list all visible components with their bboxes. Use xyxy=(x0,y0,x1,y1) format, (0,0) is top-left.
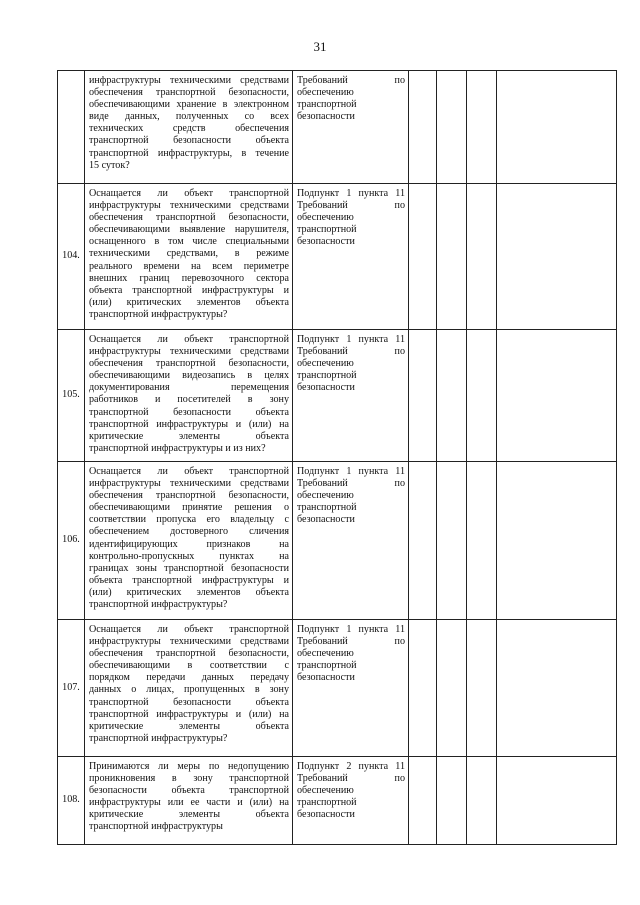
empty-cell xyxy=(409,71,437,184)
question-line: инфраструктуры или ее части и (или) на xyxy=(89,797,289,809)
empty-cell xyxy=(409,620,437,757)
question-line: критические элементы объекта xyxy=(89,430,289,442)
empty-cell xyxy=(437,462,467,620)
reference-line: безопасности xyxy=(297,672,355,684)
question-line: 15 суток? xyxy=(89,159,130,171)
question-cell xyxy=(85,620,293,757)
reference-title: Требований xyxy=(297,75,348,86)
question-line: реального времени на всем периметре xyxy=(89,260,289,272)
empty-cell xyxy=(409,757,437,845)
question-line: Принимаются ли меры по недопущению xyxy=(89,761,289,772)
reference-clause: Подпункт 1 пункта 11 xyxy=(297,334,405,345)
question-line: транспортной инфраструктуры и (или) на xyxy=(89,418,289,430)
empty-cell xyxy=(409,184,437,330)
question-line: обеспечивающими выявление нарушителя, xyxy=(89,224,289,236)
question-line: Оснащается ли объект транспортной xyxy=(89,624,289,635)
empty-cell xyxy=(467,462,497,620)
question-line: документирования перемещения xyxy=(89,382,289,394)
empty-cell xyxy=(409,330,437,462)
question-line: Оснащается ли объект транспортной xyxy=(89,466,289,477)
reference-line: безопасности xyxy=(297,809,355,821)
question-line: идентифицирующих признаков на xyxy=(89,538,289,550)
question-cell xyxy=(85,71,293,184)
reference-clause: Подпункт 1 пункта 11 xyxy=(297,466,405,477)
reference-title-line xyxy=(297,636,405,648)
empty-cell xyxy=(467,620,497,757)
reference-line: транспортной xyxy=(297,99,357,111)
reference-clause: Подпункт 2 пункта 11 xyxy=(297,761,405,772)
question-line: Оснащается ли объект транспортной xyxy=(89,334,289,345)
row-number: 107. xyxy=(58,620,85,757)
question-line: критические элементы объекта xyxy=(89,720,289,732)
reference-po: по xyxy=(394,773,405,785)
question-line: инфраструктуры техническими средствами xyxy=(89,636,289,648)
question-line: оснащенного в том числе специальными xyxy=(89,236,289,248)
table-row xyxy=(58,71,617,184)
reference-title: Требований xyxy=(297,200,348,212)
question-line: обеспечением достоверного сличения xyxy=(89,526,289,538)
question-line: инфраструктуры техническими средствами xyxy=(89,346,289,358)
reference-line: транспортной xyxy=(297,797,357,809)
question-line: обеспечения транспортной безопасности, xyxy=(89,648,289,660)
reference-title-line xyxy=(297,346,405,358)
question-line: техническими средствами, в режиме xyxy=(89,248,289,260)
reference-po: по xyxy=(394,75,405,86)
reference-line: безопасности xyxy=(297,514,355,526)
reference-line: безопасности xyxy=(297,382,355,394)
question-line: объекта транспортной инфраструктуры и xyxy=(89,574,289,586)
reference-cell xyxy=(293,757,409,845)
reference-clause: Подпункт 1 пункта 11 xyxy=(297,624,405,635)
reference-line: транспортной xyxy=(297,224,357,236)
question-line: границах зоны транспортной безопасности xyxy=(89,562,289,574)
question-line: инфраструктуры техническими средствами xyxy=(89,75,289,86)
reference-line: безопасности xyxy=(297,236,355,248)
reference-title-line xyxy=(297,478,405,490)
question-line: данных о лицах, пропущенных в зону xyxy=(89,684,289,696)
question-line: (или) критических элементов объекта xyxy=(89,296,289,308)
checklist-table xyxy=(57,70,617,845)
reference-po: по xyxy=(394,478,405,490)
question-cell xyxy=(85,330,293,462)
empty-cell xyxy=(409,462,437,620)
reference-line: безопасности xyxy=(297,111,355,123)
question-line: внешних границ перевозочного сектора xyxy=(89,272,289,284)
question-line: порядком передачи данных передачу xyxy=(89,672,289,684)
empty-cell xyxy=(467,71,497,184)
empty-cell xyxy=(497,462,617,620)
reference-title: Требований xyxy=(297,478,348,490)
reference-title-line xyxy=(297,773,405,785)
question-line: объекта транспортной инфраструктуры и xyxy=(89,284,289,296)
empty-cell xyxy=(437,330,467,462)
reference-cell xyxy=(293,71,409,184)
question-line: (или) критических элементов объекта xyxy=(89,586,289,598)
question-line: Оснащается ли объект транспортной xyxy=(89,188,289,199)
table-row xyxy=(58,620,617,757)
question-line: транспортной безопасности объекта xyxy=(89,696,289,708)
question-line: транспортной инфраструктуры xyxy=(89,821,223,833)
question-line: обеспечения транспортной безопасности, xyxy=(89,358,289,370)
reference-title: Требований xyxy=(297,773,348,785)
question-line: контрольно-пропускных пунктах на xyxy=(89,550,289,562)
reference-line: обеспечению xyxy=(297,358,354,370)
question-line: транспортной инфраструктуры? xyxy=(89,732,228,744)
reference-line: обеспечению xyxy=(297,490,354,502)
question-line: транспортной безопасности объекта xyxy=(89,406,289,418)
reference-line: транспортной xyxy=(297,370,357,382)
empty-cell xyxy=(467,330,497,462)
question-line: инфраструктуры техническими средствами xyxy=(89,200,289,212)
table-row xyxy=(58,462,617,620)
question-line: обеспечивающими в соответствии с xyxy=(89,660,289,672)
empty-cell xyxy=(497,184,617,330)
question-line: обеспечения транспортной безопасности, xyxy=(89,490,289,502)
empty-cell xyxy=(467,757,497,845)
empty-cell xyxy=(437,71,467,184)
reference-cell xyxy=(293,184,409,330)
reference-cell xyxy=(293,330,409,462)
question-line: транспортной инфраструктуры, в течение xyxy=(89,147,289,159)
reference-line: обеспечению xyxy=(297,785,354,797)
question-cell xyxy=(85,757,293,845)
row-number: 106. xyxy=(58,462,85,620)
empty-cell xyxy=(437,620,467,757)
reference-clause: Подпункт 1 пункта 11 xyxy=(297,188,405,199)
reference-title: Требований xyxy=(297,346,348,358)
reference-cell xyxy=(293,620,409,757)
reference-po: по xyxy=(394,636,405,648)
question-line: технических средств обеспечения xyxy=(89,123,289,135)
table-row xyxy=(58,330,617,462)
question-line: критические элементы объекта xyxy=(89,809,289,821)
question-line: обеспечивающими видеозапись в целях xyxy=(89,370,289,382)
question-line: транспортной инфраструктуры? xyxy=(89,308,228,320)
row-number: 105. xyxy=(58,330,85,462)
table-row xyxy=(58,184,617,330)
empty-cell xyxy=(467,184,497,330)
question-line: транспортной инфраструктуры и из них? xyxy=(89,442,266,454)
reference-po: по xyxy=(394,346,405,358)
page-number: 31 xyxy=(313,39,327,54)
reference-line: обеспечению xyxy=(297,648,354,660)
reference-line: транспортной xyxy=(297,502,357,514)
reference-title-line xyxy=(297,200,405,212)
question-cell xyxy=(85,462,293,620)
row-number: 108. xyxy=(58,757,85,845)
reference-title-line xyxy=(297,75,405,87)
reference-line: транспортной xyxy=(297,660,357,672)
empty-cell xyxy=(437,757,467,845)
reference-line: обеспечению xyxy=(297,212,354,224)
empty-cell xyxy=(437,184,467,330)
reference-title: Требований xyxy=(297,636,348,648)
row-number: 104. xyxy=(58,184,85,330)
question-line: обеспечивающими хранение в электронном xyxy=(89,99,289,111)
empty-cell xyxy=(497,757,617,845)
question-line: транспортной безопасности объекта xyxy=(89,135,289,147)
reference-line: обеспечению xyxy=(297,87,354,99)
table-row xyxy=(58,757,617,845)
question-line: обеспечения транспортной безопасности, xyxy=(89,87,289,99)
row-number xyxy=(58,71,85,184)
question-line: безопасности объекта транспортной xyxy=(89,785,289,797)
empty-cell xyxy=(497,71,617,184)
empty-cell xyxy=(497,330,617,462)
reference-po: по xyxy=(394,200,405,212)
question-line: обеспечения транспортной безопасности, xyxy=(89,212,289,224)
question-line: транспортной инфраструктуры? xyxy=(89,599,228,611)
question-line: транспортной инфраструктуры и (или) на xyxy=(89,708,289,720)
question-cell xyxy=(85,184,293,330)
question-line: виде данных, полученных со всех xyxy=(89,111,289,123)
question-line: обеспечивающими принятие решения о xyxy=(89,502,289,514)
reference-cell xyxy=(293,462,409,620)
question-line: инфраструктуры техническими средствами xyxy=(89,478,289,490)
empty-cell xyxy=(497,620,617,757)
question-line: соответствии пропуска его владельцу с xyxy=(89,514,289,526)
question-line: проникновения в зону транспортной xyxy=(89,773,289,785)
question-line: работников и посетителей в зону xyxy=(89,394,289,406)
